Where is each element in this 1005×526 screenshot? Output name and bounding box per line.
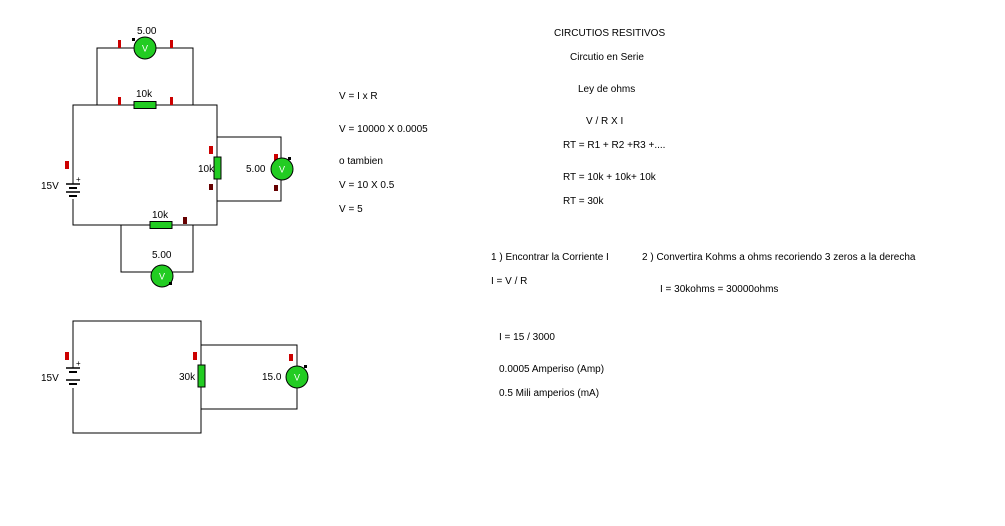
c1-voltmeter-mid-value: 5.00: [246, 164, 266, 175]
c1-battery-label: 15V: [41, 181, 59, 192]
ohm-calc-line5: V = 5: [339, 204, 363, 215]
c2-battery-label: 15V: [41, 373, 59, 384]
c1-voltmeter-mid-symbol: V: [278, 164, 286, 175]
c2-meter-wire: [201, 345, 297, 409]
circuit-1: [41, 26, 293, 287]
c1-voltmeter-bottom-symbol: V: [158, 271, 166, 282]
c1-voltmeter-bottom-value: 5.00: [152, 250, 172, 261]
c1-voltmeter-mid[interactable]: [271, 154, 293, 191]
ohm-calc-line4: V = 10 X 0.5: [339, 180, 395, 191]
c1-voltmeter-bottom[interactable]: [151, 265, 173, 287]
circuit-2: [41, 321, 308, 433]
c1-voltmeter-top-symbol: V: [141, 43, 149, 54]
law-heading: Ley de ohms: [578, 84, 636, 95]
c1-voltmeter-top-value: 5.00: [137, 26, 157, 37]
c2-resistor-label: 30k: [179, 372, 196, 383]
page-subtitle: Circutio en Serie: [570, 52, 644, 63]
ohm-calc-line2: V = 10000 X 0.0005: [339, 124, 428, 135]
page-title: CIRCUTIOS RESITIVOS: [554, 28, 666, 39]
ohm-calc-line1: V = I x R: [339, 91, 378, 102]
current-formula: I = V / R: [491, 276, 528, 287]
c1-resistor-mid-label: 10k: [198, 164, 215, 175]
rt-formula: RT = R1 + R2 +R3 +....: [563, 140, 666, 151]
c2-voltmeter-value: 15.0: [262, 372, 282, 383]
amp-result: 0.0005 Amperiso (Amp): [499, 364, 605, 375]
c1-resistor-bottom-label: 10k: [152, 210, 169, 221]
ohm-calc-line3: o tambien: [339, 156, 383, 167]
unit-conversion: I = 30kohms = 30000ohms: [660, 284, 779, 295]
c1-bottom-meter-wire: [121, 225, 193, 272]
current-calc: I = 15 / 3000: [499, 332, 555, 343]
ohm-formula: V / R X I: [586, 116, 624, 127]
rt-calc: RT = 10k + 10k+ 10k: [563, 172, 656, 183]
c1-main-loop-wire: [73, 105, 217, 225]
step-2: 2 ) Convertira Kohms a ohms recoriendo 3 zeros a la derecha: [642, 252, 916, 263]
c1-resistor-top-label: 10k: [136, 89, 153, 100]
step-1: 1 ) Encontrar la Corriente I: [491, 252, 609, 263]
svg-text:+: +: [76, 175, 81, 184]
milliamp-result: 0.5 Mili amperios (mA): [499, 388, 600, 399]
rt-result: RT = 30k: [563, 196, 604, 207]
svg-text:+: +: [76, 359, 81, 368]
c2-voltmeter-symbol: V: [293, 372, 301, 383]
